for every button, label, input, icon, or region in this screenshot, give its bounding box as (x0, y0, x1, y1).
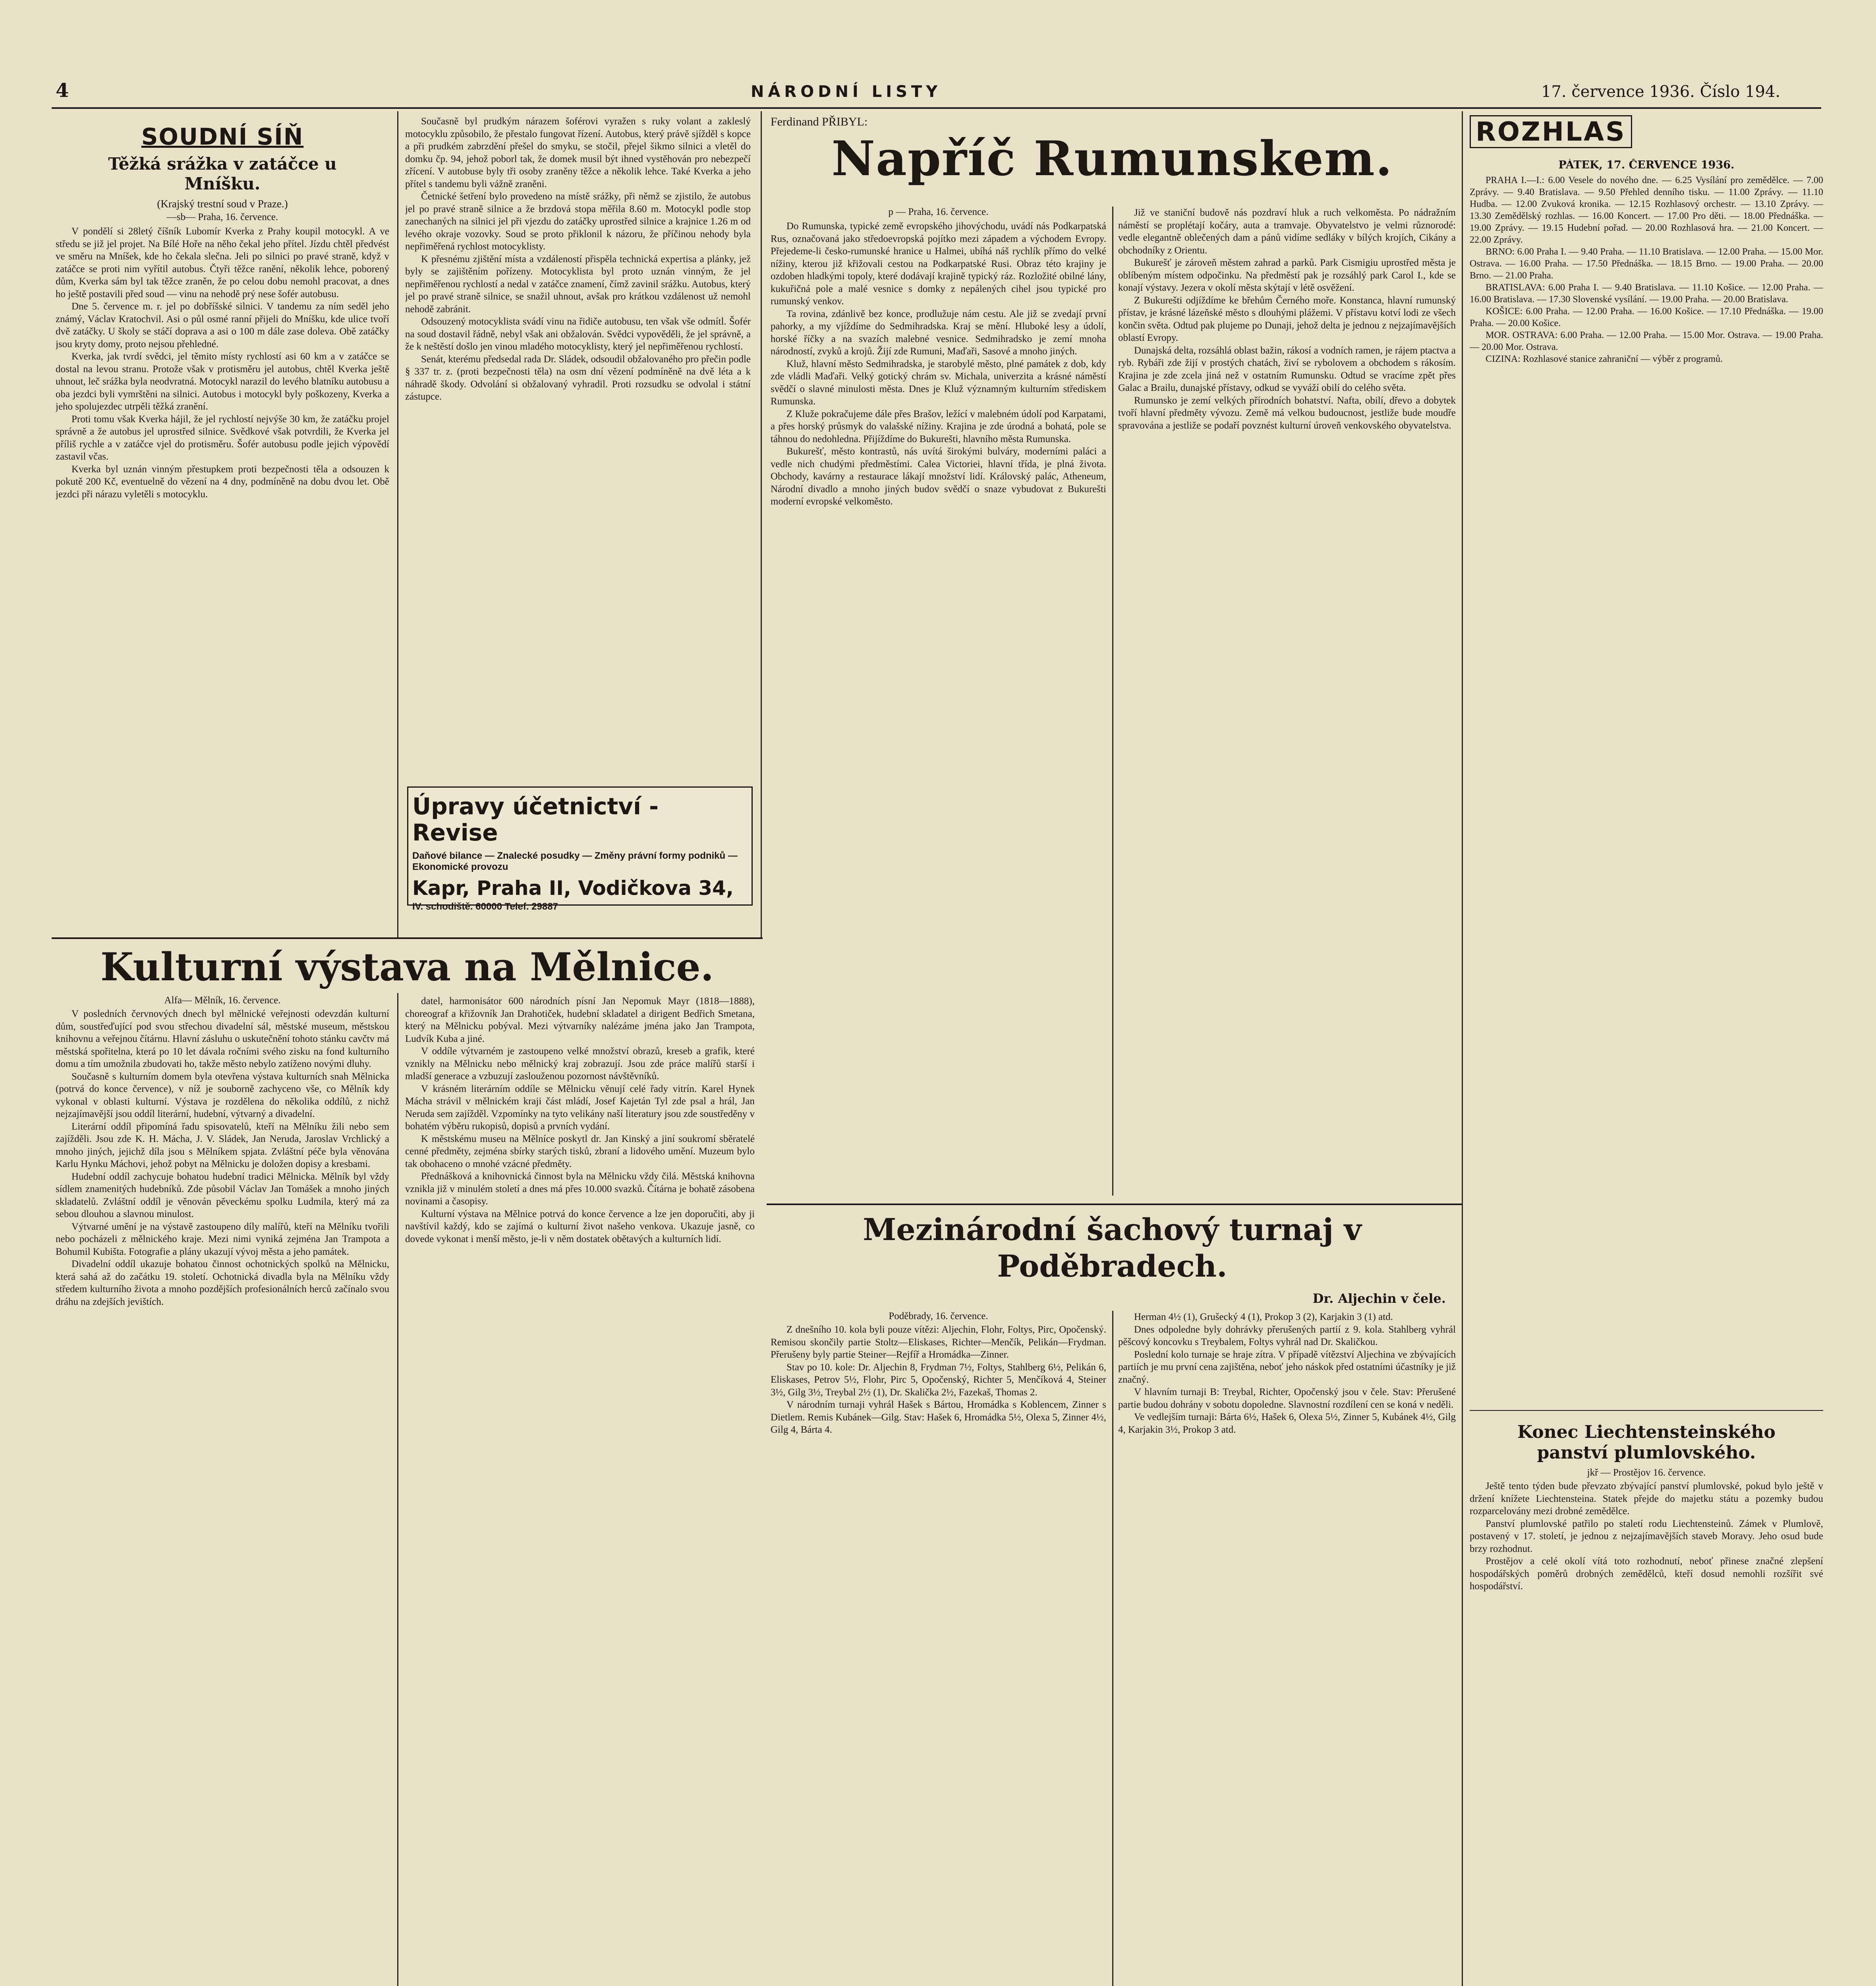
advert-title: Úpravy účetnictví - Revise (412, 793, 659, 846)
paragraph: V krásném literárním oddíle se Mělnicku věnují celé řady vitrín. Karel Hynek Mácha strávil v mělnickém kraji část mládí, Josef Kajetán Tyl zde psal a hrál, Jan Neruda sem zajížděl. Vzpomínky na tyto velikány naší literatury jsou zde soustředěny v bohatém výběru rukopisů, dopisů a prvních vydání. (405, 1083, 755, 1132)
article-title: Těžká srážka v zatáčce u Mníšku. (108, 154, 337, 193)
paragraph: Dne 5. července m. r. jel po dobříšské silnici. V tandemu za ním seděl jeho známý, Václav Kratochvil. Asi o půl osmé ranní přijeli do Mníšku, kde ulice tvoří dvě zatáčky. U školy se stáčí doprava a asi o 100 m dále zase doleva. Obě zatáčky jsou kryty domy, proto nejsou přehledné. (56, 301, 389, 350)
sach-column-1 (771, 1311, 1106, 1986)
section-rule (1470, 1410, 1823, 1411)
paragraph: Prostějov a celé okolí vítá toto rozhodnutí, neboť přinese značné zlepšení hospodářských poměrů drobných zemědělců, kteří dosud nemohli rozšířit své hospodářství. (1470, 1556, 1823, 1592)
paragraph: Z dnešního 10. kola byli pouze vítězi: Aljechin, Flohr, Foltys, Pirc, Opočenský. Remisou skončily partie Stoltz—Eliskases, Richter—Menčík, Pelikán—Frydman. Přerušeny byly partie Steiner—Rejfíř a Hromádka—Zinner. (771, 1324, 1106, 1360)
paragraph: Dunajská delta, rozsáhlá oblast bažin, rákosí a vodních ramen, je rájem ptactva a ryb. Rybáři zde žijí v prostých chatách, živí se rybolovem a obchodem s rákosím. Krajina je zde zcela jiná než v ostatním Rumunsku. Odtud se vracíme zpět přes Galac a Brailu, dunajské přístavy, odkud se vyváží obilí do celého světa. (1118, 345, 1456, 393)
paragraph: Herman 4½ (1), Grušecký 4 (1), Prokop 3 (2), Karjakin 3 (1) atd. (1134, 1312, 1393, 1322)
paragraph: V pondělí si 28letý číšník Lubomír Kverka z Prahy koupil motocykl. A ve středu se již jel projet. Na Bílé Hoře na něho čekal jeho přítel. Jízdu chtěl předvést ve směru na Mníšek, kde ho čekala slečna. Jeli po silnici po pravé straně, když v zatáčce se proti nim vyřítil autobus. Čtyři těžce ranění, několik lehce, poborený dům, Kverka sám byl tak těžce zraněn, že po celou dobu nemohl pracovat, a dnes ho ještě postavili před soud — vinu na nehodě prý nese šofér autobusu. (56, 226, 389, 299)
paragraph: Ta rovina, zdánlivě bez konce, prodlužuje nám cestu. Ale již se zvedají první pahorky, a my vjíždíme do Sedmihradska. Kraj se mění. Hluboké lesy a údolí, horské říčky a na svazích malebné vesnice. Sedmihradsko je zemí mnoha národností, zvyků a krojů. Žijí zde Rumuni, Maďaři, Sasové a mnoho jiných. (771, 308, 1106, 357)
column-rule (1112, 207, 1113, 1196)
dateline: —sb— Praha, 16. července. (166, 212, 278, 222)
soudni-sin-column (56, 115, 389, 937)
section-rule (52, 937, 763, 939)
paragraph: Panství plumlovské patřilo po staletí rodu Liechtensteinů. Zámek v Plumlově, postavený v 17. století, je jednou z nejzajímavějších staveb Moravy. Jeho osud bude brzy rozhodnut. (1470, 1518, 1823, 1554)
programme: PRAHA I.—I.: 6.00 Vesele do nového dne. — 6.25 Vysílání pro zemědělce. — 7.00 Zprávy. — 9.40 Bratislava. — 9.50 Přehled denního tisku. — 11.00 Zprávy. — 11.10 Hudba. — 12.00 Zvuková kronika. — 12.15 Rozhlasový orchestr. — 13.10 Zprávy. — 13.30 Zemědělský rozhlas. — 16.00 Koncert. — 17.00 Pro děti. — 18.00 Přednáška. — 19.00 Zprávy. — 19.15 Hudební pořad. — 20.00 Rozhlasová hra. — 21.00 Koncert. — 22.00 Zprávy. (1470, 175, 1823, 245)
paragraph: Četnické šetření bylo provedeno na místě srážky, při němž se zjistilo, že autobus jel po pravé straně silnice a že brzdová stopa měřila 8.60 m. Motocykl podle stop zanechaných na silnici jel při vjezdu do zatáčky uprostřed silnice a krajnice 1.26 m od levého okraje vozovky. Soud se proto přiklonil k názoru, že příčinou nehody byla nepřiměřená rychlost motocyklisty. (405, 191, 751, 252)
rumunsko-author: Ferdinand PŘIBYL: (771, 115, 868, 128)
paragraph: V oddíle výtvarném je zastoupeno velké množství obrazů, kreseb a grafik, které vznikly na Mělnicku nebo mělnický kraj zobrazují. Jsou zde práce malířů starší i mladší generace a vzbuzují zaslouženou pozornost návštěvníků. (405, 1046, 755, 1082)
paragraph: Kverka, jak tvrdí svědci, jel těmito místy rychlostí asi 60 km a v zatáčce se dostal na levou stranu. Protože však v protisměru jel autobus, chtěl Kverka ještě uhnout, leč srážka byla neodvratná. Motocykl narazil do levého blatníku autobusu a oba jezdci byli vymrštěni na silnici. Autobus i motocykl byly poškozeny, Kverka a jeho spolujezdec utrpěli těžká zranění. (56, 351, 389, 412)
date-issue: 17. července 1936. Číslo 194. (1541, 83, 1781, 101)
paragraph: Kluž, hlavní město Sedmihradska, je starobylé město, plné památek z dob, kdy zde vládli Maďaři. Velký gotický chrám sv. Michala, univerzita a krásné náměstí svědčí o slavné minulosti města. Dnes je Kluž významným kulturním střediskem Rumunska. (771, 358, 1106, 407)
paragraph: Současně s kulturním domem byla otevřena výstava kulturních snah Mělnicka (potrvá do konce července), v níž je souborně zachyceno vše, co Mělník kdy vykonal v oblasti kulturní. Výstava je rozdělena do několika oddílů, z nichž nejzajímavější jsou oddíl literární, hudební, výtvarný a divadelní. (56, 1071, 389, 1119)
paragraph: Proti tomu však Kverka hájil, že jel rychlostí nejvýše 30 km, že zatáčku projel správně a že autobus jel uprostřed silnice. Svědkové však potvrdili, že Kverka jel příliš rychle a v zatáčce vjel do protisměru. Šofér autobusu podle jejich výpovědí zastavil včas. (56, 413, 389, 462)
paragraph: Ve vedlejším turnaji: Bárta 6½, Hašek 6, Olexa 5½, Zinner 5, Kubánek 4½, Gilg 4, Karjakin 3½, Prokop 3 atd. (1118, 1412, 1456, 1435)
rozhlas-column (1470, 159, 1823, 1402)
paragraph: Do Rumunska, typické země evropského jihovýchodu, uvádí nás Podkarpatská Rus, označovaná jako středoevropská pojítko mezi západem a východem Evropy. Přejedeme-li česko-rumunské hranice u Halmei, ubíhá náš rychlík přímo do velké nížiny, kterou již křižovali cestou na Podkarpatské Rusi. Obraz této krajiny je ozdoben hladkými topoly, které dodávají krajině typický ráz. Rozložité obilné lány, kukuřičná pole a malé vesnice s domky z nepálených cihel jsou typické pro rumunský venkov. (771, 221, 1106, 307)
paragraph: V hlavním turnaji B: Treybal, Richter, Opočenský jsou v čele. Stav: Přerušené partie budou dohrány v sobotu dopoledne. Slavnostní rozdílení cen se koná v neděli. (1118, 1387, 1456, 1410)
dateline: p — Praha, 16. července. (888, 207, 989, 217)
dateline: Alfa— Mělník, 16. července. (164, 995, 281, 1006)
section-rule (767, 1204, 1462, 1205)
paragraph: V národním turnaji vyhrál Hašek s Bártou, Hromádka s Koblencem, Zinner s Dietlem. Remis Kubánek—Gilg. Stav: Hašek 6, Hromádka 5½, Olexa 5, Zinner 4½, Gilg 4, Bárta 4. (771, 1399, 1106, 1435)
article-title: Konec Liechtensteinského panství plumlovského. (1517, 1422, 1776, 1463)
melnik-title: Kulturní výstava na Mělnice. (100, 945, 714, 989)
paragraph: Dnes odpoledne byly dohrávky přerušených partií z 9. kola. Stahlberg vyhrál pěšcový koncovku s Treybalem, Foltys vyhrál nad Dr. Skaličkou. (1118, 1324, 1456, 1347)
advert-company: Kapr, Praha II, Vodičkova 34, (412, 877, 734, 900)
rozhlas-date: PÁTEK, 17. ČERVENCE 1936. (1558, 159, 1735, 171)
paragraph: Bukurešť, město kontrastů, nás uvítá širokými bulváry, moderními paláci a vedle nich chudými předměstími. Calea Victoriei, hlavní třída, je plná života. Obchody, kavárny a restaurace lákají množství lidí. Královský palác, Atheneum, Národní divadlo a mnoho jiných budov svědčí o snaze vybudovat z Bukurešti moderní evropské velkoměsto. (771, 446, 1106, 507)
paragraph: Přednášková a knihovnická činnost byla na Mělnicku vždy čilá. Městská knihovna vznikla již v minulém století a dnes má přes 10.000 svazků. Čítárna je bohatě zásobena novinami a časopisy. (405, 1171, 755, 1207)
paragraph: Poslední kolo turnaje se hraje zítra. V případě vítězství Aljechina ve zbývajících partiích je mu první cena zajištěna, neboť jeho náskok před ostatními účastníky je již značný. (1118, 1349, 1456, 1385)
column-rule (1112, 1311, 1113, 1986)
paragraph: K městskému museu na Mělníce poskytl dr. Jan Kinský a jiní soukromí sběratelé cenné předměty, zejména sbírky starých tisků, zbraní a lidového umění. Muzeum bylo tak obohaceno o mnohé vzácné předměty. (405, 1133, 755, 1169)
programme: KOŠICE: 6.00 Praha. — 12.00 Praha. — 16.00 Košice. — 17.10 Přednáška. — 19.00 Praha. — 20.00 Košice. (1470, 306, 1823, 328)
paragraph: Již ve staniční budově nás pozdraví hluk a ruch velkoměsta. Po nádražním náměstí se proplétají kočáry, auta a tramvaje. Obyvatelstvo je velmi různorodé: vedle elegantně oblečených dam a pánů vidíme sedláky v bílých krojích, Cikány a obchodníky z Orientu. (1118, 207, 1456, 256)
rumunsko-column-1 (771, 207, 1106, 1196)
sach-column-2 (1118, 1311, 1456, 1986)
advert-box (407, 786, 753, 912)
paragraph: Z Bukurešti odjíždíme ke břehům Černého moře. Konstanca, hlavní rumunský přístav, je krásné lázeňské město s dlouhými plážemi. V přístavu kotví lodi ze všech končin světa. Odtud pak plujeme po Dunaji, jehož delta je jednou z nejzajímavějších oblastí Evropy. (1118, 295, 1456, 343)
paragraph: Současně byl prudkým nárazem šoférovi vyražen s ruky volant a zakleslý motocyklu způsobilo, že přestalo fungovat řízení. Autobus, který právě sjížděl s kopce a při prudkém zabrzdění přešel do smyku, se stočil, přejel šikmo silnici a vletěl do domku čp. 94, jehož poborl tak, že domek musil být ihned vystěhován pro nebezpečí zřícení. V autobuse byly tři osoby zraněny těžce a několik lehce. Také Kverka a jeho přítel s tandemu byli vážně zraněni. (405, 116, 751, 189)
liechtenstein-column (1470, 1418, 1823, 1986)
masthead-rule (52, 107, 1821, 109)
paragraph: Senát, kterému předsedal rada Dr. Sládek, odsoudil obžalovaného pro přečin podle § 337 tr. z. (proti bezpečnosti těla) na osm dní vězení podmíněně na dvě léta a k náhradě škody. Odvolání si obžalovaný vyhradil. Proti rozsudku se odvolal i státní zástupce. (405, 354, 751, 402)
melnik-column-1 (56, 995, 389, 1986)
column-rule (397, 111, 398, 937)
programme: BRATISLAVA: 6.00 Praha I. — 9.40 Bratislava. — 11.10 Košice. — 12.00 Praha. — 16.00 Bratislava. — 17.30 Slovenské vysílání. — 19.00 Praha. — 20.00 Bratislava. (1470, 282, 1823, 305)
column-rule (761, 111, 762, 937)
advert-line: Daňové bilance — Znalecké posudky — Změny právní formy podniků — Ekonomické provozu (412, 850, 738, 872)
dateline: Poděbrady, 16. července. (889, 1311, 988, 1321)
paragraph: Divadelní oddíl ukazuje bohatou činnost ochotnických spolků na Mělnicku, která sahá až do začátku 19. století. Ochotnická divadla byla na Mělníku vždy středem kulturního života a mnoho pozdějších profesionálních herců začínalo svou dráhu na zdejších jevištích. (56, 1259, 389, 1307)
paragraph: Výtvarné umění je na výstavě zastoupeno díly malířů, kteří na Mělníku tvořili nebo pocházeli z mělnického kraje. Mezi nimi vyniká zejména Jan Trampota a Bohumil Kubišta. Fotografie a plány ukazují vývoj města a jeho památek. (56, 1221, 389, 1257)
paragraph: Literární oddíl připomíná řadu spisovatelů, kteří na Mělníku žili nebo sem zajížděli. Jsou zde K. H. Mácha, J. V. Sládek, Jan Neruda, Jaroslav Vrchlický a mnoho jiných, jejichž díla jsou s Mělníkem spjata. Zvláštní péče byla věnována Karlu Hynku Máchovi, jehož pobyt na Mělnicku je doložen dopisy a kresbami. (56, 1121, 389, 1169)
paragraph: Ještě tento týden bude převzato zbývající panství plumlovské, pokud bylo ještě v držení knížete Liechtensteina. Statek přejde do majetku státu a pozemky budou rozparcelovány mezi drobné zemědělce. (1470, 1481, 1823, 1517)
rozhlas-title: ROZHLAS (1470, 115, 1632, 148)
article-subtitle: (Krajský trestní soud v Praze.) (157, 198, 288, 210)
sach-subtitle: Dr. Aljechin v čele. (1312, 1291, 1446, 1306)
programme: BRNO: 6.00 Praha I. — 9.40 Praha. — 11.10 Bratislava. — 12.00 Praha. — 15.00 Mor. Ostrava. — 16.00 Praha. — 17.50 Přednáška. — 18.15 Brno. — 19.00 Praha. — 20.00 Brno. — 21.00 Praha. (1470, 247, 1823, 281)
rumunsko-column-2 (1118, 207, 1456, 1196)
column-rule (397, 993, 398, 1986)
programme: CIZINA: Rozhlasové stanice zahraniční — výběr z programů. (1486, 354, 1723, 364)
page-number: 4 (56, 79, 69, 102)
truck-story-column (405, 115, 751, 743)
paragraph: V posledních červnových dnech byl mělnické veřejnosti odevzdán kulturní dům, soustřeďující pod svou střechou divadelní sál, městské museum, městskou knihovnu a veřejnou čítárnu. Hlavní zásluhu o uskutečnění tohoto stánku cavčtv má městská spořitelna, která po 10 let dávala ročními svého zisku na fond kulturního domu a tím umožnila zbudovati ho, takže město nebylo zatíženo novými dluhy. (56, 1008, 389, 1069)
rumunsko-title: Napříč Rumunskem. (831, 131, 1393, 187)
section-title: SOUDNÍ SÍŇ (141, 123, 304, 150)
paragraph: Rumunsko je zemí velkých přírodních bohatství. Nafta, obilí, dřevo a dobytek tvoří hlavní předměty vývozu. Země má velkou budoucnost, jestliže bude moudře spravována a jestliže se podaří povznést kulturní úroveň venkovského obyvatelstva. (1118, 395, 1456, 431)
paragraph: Bukurešť je zároveň městem zahrad a parků. Park Cismigiu uprostřed města je oblíbeným místem odpočinku. Na předměstí pak je rozsáhlý park Carol I., kde se konají výstavy. Jezera v okolí města skýtají v létě osvěžení. (1118, 257, 1456, 293)
column-rule (1462, 111, 1463, 1986)
paper-name: NÁRODNÍ LISTY (751, 83, 942, 101)
paragraph: K přesnému zjištění místa a vzdáleností přispěla technická expertisa a plánky, jež byly se zajištěním pořízeny. Motocyklista byl proto uznán vinným, že jel nepřiměřenou rychlostí a nedal v zatáčce znamení, čímž zavinil srážku. Autobus, který jel po pravé straně silnice, se snažil uhnout, avšak pro krátkou vzdálenost už nemohl nehodě zabránit. (405, 253, 751, 315)
paragraph: Z Kluže pokračujeme dále přes Brašov, ležící v malebném údolí pod Karpatami, a přes horský průsmyk do valašské nížiny. Krajina je zde úrodná a bohatá, pole se táhnou do nedohledna. Přijíždíme do Bukurešti, hlavního města Rumunska. (771, 408, 1106, 444)
melnik-column-2 (405, 995, 755, 1986)
programme: MOR. OSTRAVA: 6.00 Praha. — 12.00 Praha. — 15.00 Mor. Ostrava. — 19.00 Praha. — 20.00 Mor. Ostrava. (1470, 330, 1823, 352)
paragraph: Stav po 10. kole: Dr. Aljechin 8, Frydman 7½, Foltys, Stahlberg 6½, Pelikán 6, Eliskases, Petrov 5½, Flohr, Pirc 5, Opočenský, Richter 5, Menčíková 4, Steiner 3½, Gilg 3½, Treybal 2½ (1), Dr. Skalička 2½, Fazekaš, Thomas 2. (771, 1362, 1106, 1398)
advert-address: IV. schodiště. 60000 Telef. 29887 (412, 901, 558, 912)
paragraph: Odsouzený motocyklista svádí vinu na řidiče autobusu, ten však vše odmítl. Šofér na soud dostavil řádně, nebyl však ani obžalován. Svědci vypověděli, že jel správně, a že k neštěstí došlo jen vinou mladého motocyklisty, který jel nepřiměřenou rychlostí. (405, 316, 751, 352)
paragraph: Kulturní výstava na Mělnice potrvá do konce července a lze jen doporučiti, aby ji navštívil každý, kdo se zajímá o kulturní život našeho venkova. Ukazuje jasně, co dovede vykonat i menší město, je-li v něm dostatek obětavých a kulturních lidí. (405, 1208, 755, 1244)
dateline: jkř — Prostějov 16. července. (1587, 1467, 1706, 1478)
paragraph: Hudební oddíl zachycuje bohatou hudební tradici Mělnicka. Mělník byl vždy sídlem znamenitých hudebníků. Zde působil Václav Jan Tomášek a mnoho jiných skladatelů. Zvláštní oddíl je věnován pěveckému spolku Ludmila, který má za sebou dlouhou a slavnou minulost. (56, 1171, 389, 1219)
paragraph: Kverka byl uznán vinným přestupkem proti bezpečnosti těla a odsouzen k pokutě 200 Kč, eventuelně do vězení na 4 dny, podmíněně na dobu dvou let. Obě jezdci při nárazu vyletěli s motocyklu. (56, 464, 389, 500)
paragraph: datel, harmonisátor 600 národních písní Jan Nepomuk Mayr (1818—1888), choreograf a křižovník Jan Drahotiček, hudební skladatel a dirigent Bedřich Smetana, který na Mělnicku pobýval. Mezi výtvarníky nalézáme jména jako Jan Trampota, Ludvík Kuba a jiné. (405, 996, 755, 1044)
sach-title: Mezinárodní šachový turnaj v Poděbradech. (863, 1212, 1362, 1284)
